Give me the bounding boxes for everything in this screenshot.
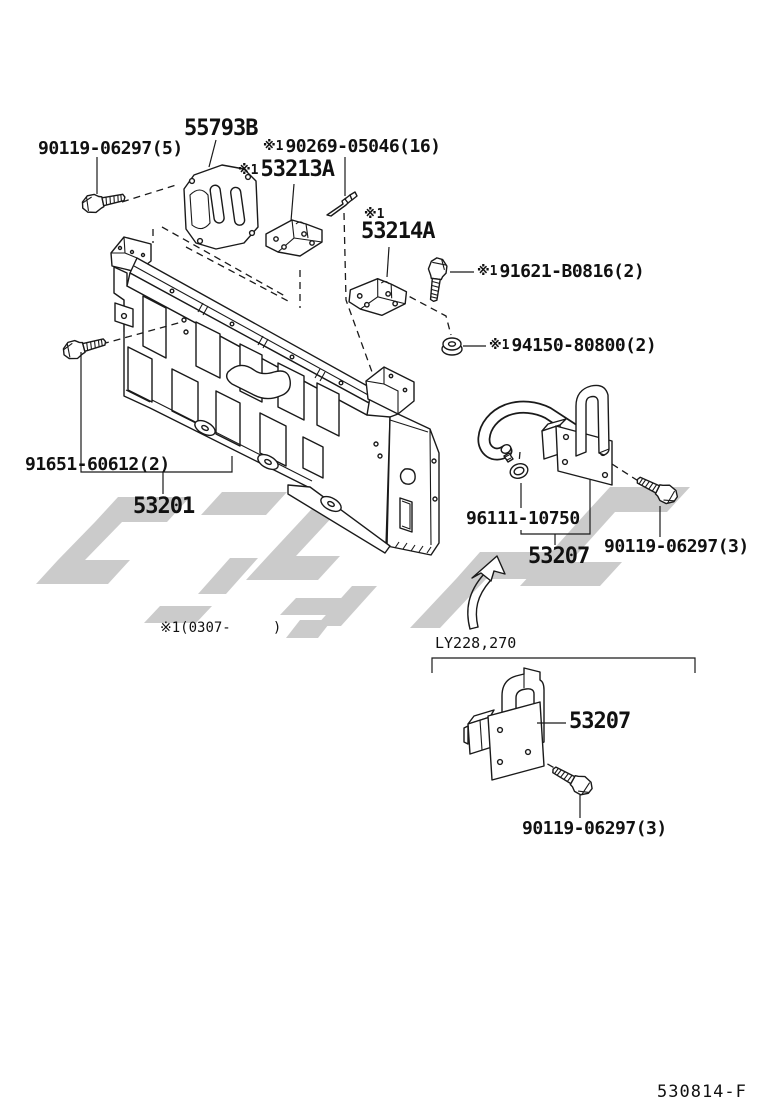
- variant-group-label: LY228,270: [435, 634, 517, 652]
- part-label-90119-06297-3-upper: 90119-06297(3): [604, 536, 749, 557]
- hook-assembly-upper-drawing: [484, 385, 612, 485]
- part-label-53207-lower: 53207: [569, 709, 631, 734]
- ref-mark: ※1: [238, 163, 259, 178]
- bolt-91621-drawing: [425, 257, 448, 302]
- part-number: 53213A: [260, 157, 334, 182]
- ref-mark: ※1: [263, 139, 284, 154]
- part-label-90269-05046: [263, 138, 441, 157]
- hook-bracket-lower-drawing: [464, 668, 544, 780]
- rivet-90269-drawing: [327, 192, 357, 216]
- part-label-91621-B0816: [477, 263, 644, 282]
- production-note: ※1(0307- ): [160, 620, 282, 636]
- part-number: 94150-80800(2): [511, 335, 657, 356]
- nut-94150-drawing: [442, 338, 462, 355]
- part-label-94150-80800: [489, 337, 656, 356]
- bolt-90119-lower-drawing: [549, 761, 596, 798]
- bolt-91651-drawing: [61, 333, 108, 362]
- part-label-53214A: 53214A: [361, 219, 435, 244]
- part-label-53207-upper: 53207: [528, 544, 590, 569]
- ref-mark: ※1: [364, 207, 385, 222]
- part-label-96111-10750: 96111-10750: [466, 508, 580, 529]
- part-label-53213A: [238, 158, 334, 181]
- part-label-91651-60612: 91651-60612(2): [25, 454, 170, 475]
- bracket-53214A-drawing: [348, 276, 407, 318]
- part-label-90119-06297-5: 90119-06297(5): [38, 138, 183, 159]
- part-number: 91621-B0816(2): [499, 261, 645, 282]
- figure-code: 530814-F: [657, 1082, 747, 1102]
- bracket-53213A-drawing: [266, 220, 322, 256]
- part-label-55793B: 55793B: [184, 116, 258, 141]
- part-number: 90269-05046(16): [285, 136, 441, 157]
- part-label-53201: 53201: [133, 494, 195, 519]
- ref-mark: ※1: [489, 338, 510, 353]
- ref-mark: ※1: [477, 264, 498, 279]
- part-label-90119-06297-3-lower: 90119-06297(3): [522, 818, 667, 839]
- bolt-90119-top-drawing: [80, 188, 126, 215]
